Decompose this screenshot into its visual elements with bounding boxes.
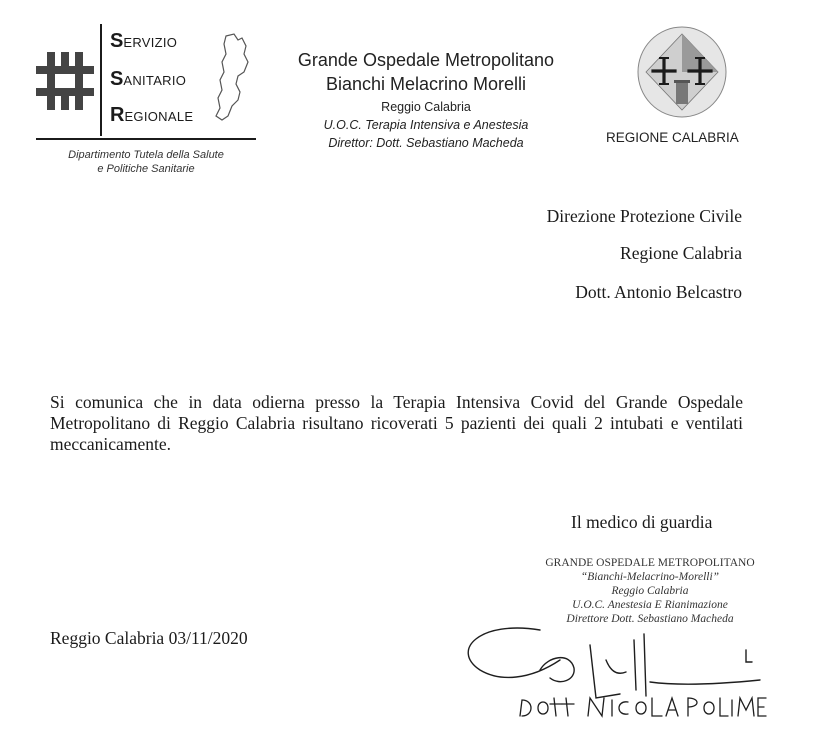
dept-line-1: Dipartimento Tutela della Salute: [68, 149, 224, 161]
stamp-line-3: Reggio Calabria: [611, 585, 689, 597]
recipient-line-3: Dott. Antonio Belcastro: [575, 282, 742, 302]
ssr-word: ANITARIO: [123, 73, 187, 88]
ssr-word: EGIONALE: [124, 109, 194, 124]
hospital-subname: Bianchi Melacrino Morelli: [325, 74, 527, 94]
ssr-initial: R: [110, 104, 125, 126]
stamp-line-5: Direttore Dott. Sebastiano Macheda: [566, 613, 734, 625]
body-paragraph: Si comunica che in data odierna presso la Terapia Intensiva Covid del Grande Ospedale Metropolitano di Reggio Calabria risultano ricoverati 5 pazienti dei quali 2 intubati e ventilati meccanicamente.: [50, 392, 743, 454]
recipient-line-2: Regione Calabria: [620, 243, 742, 263]
ssr-initial: S: [110, 68, 124, 90]
stamp-line-2: “Bianchi-Melacrino-Morelli”: [580, 571, 720, 583]
dept-line-2: e Politiche Sanitarie: [97, 163, 195, 175]
ssr-word: ERVIZIO: [123, 35, 178, 50]
regione-calabria-emblem-icon: [636, 26, 728, 118]
ssr-line-1: [110, 30, 177, 53]
ssr-line-2: [110, 68, 186, 91]
ssr-horizontal-rule: [36, 138, 256, 140]
recipient-line-1: Direzione Protezione Civile: [546, 206, 742, 226]
hospital-unit: U.O.C. Terapia Intensiva e Anestesia: [323, 118, 529, 132]
ssr-department: [36, 148, 256, 176]
stamp-line-1: GRANDE OSPEDALE METROPOLITANO: [545, 557, 755, 569]
ssr-initial: S: [110, 30, 124, 52]
signature-role: Il medico di guardia: [571, 512, 713, 532]
place-date: Reggio Calabria 03/11/2020: [50, 628, 248, 648]
ssr-cross-icon: [36, 52, 94, 110]
calabria-map-icon: [208, 32, 254, 124]
hospital-city: Reggio Calabria: [381, 100, 471, 114]
handwritten-name-icon: [516, 694, 776, 724]
hospital-name: Grande Ospedale Metropolitano: [297, 50, 555, 70]
hospital-director: Direttor: Dott. Sebastiano Macheda: [328, 136, 524, 150]
ssr-line-3: [110, 104, 193, 127]
regione-label: REGIONE CALABRIA: [606, 130, 739, 145]
hospital-header: [268, 50, 584, 150]
stamp-line-4: U.O.C. Anestesia E Rianimazione: [572, 599, 728, 611]
ssr-vertical-rule: [100, 24, 102, 136]
